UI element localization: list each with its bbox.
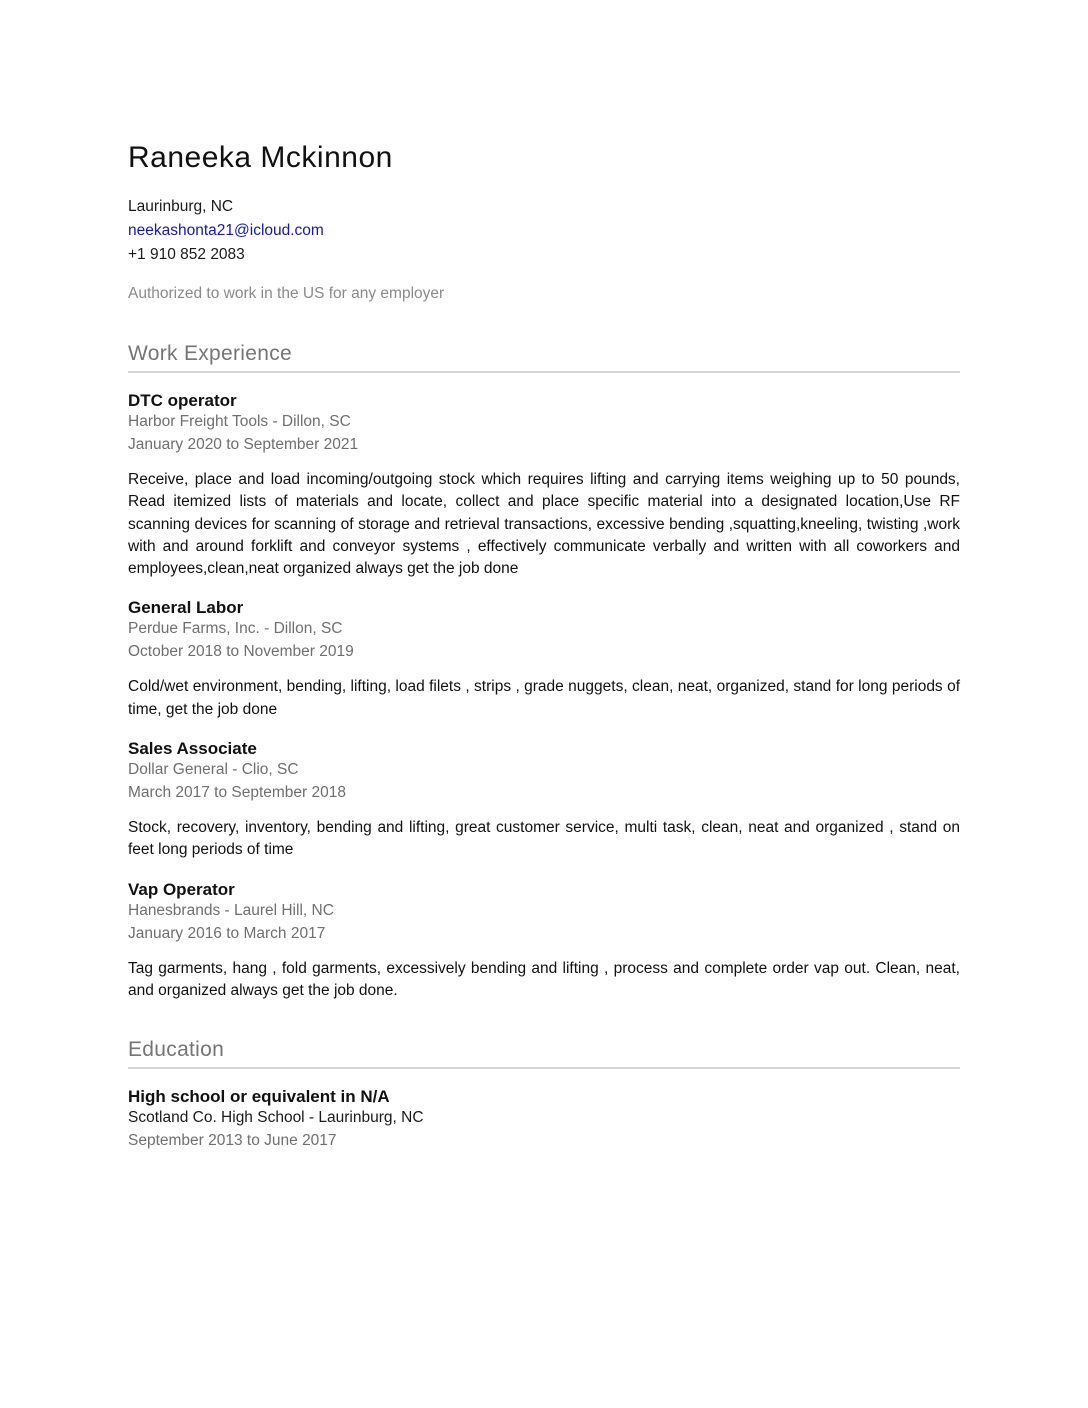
candidate-name: Raneeka Mckinnon	[128, 141, 393, 174]
job-dates: January 2020 to September 2021	[128, 436, 359, 453]
job-company: Harbor Freight Tools - Dillon, SC	[128, 413, 351, 430]
job-description: Stock, recovery, inventory, bending and lifting, great customer service, multi task, clean, neat and organized , stand on feet long periods of time	[128, 819, 960, 859]
job-dates: January 2016 to March 2017	[128, 924, 326, 942]
contact-block	[128, 195, 960, 267]
work-authorization-note: Authorized to work in the US for any employer	[128, 285, 445, 302]
job-company: Perdue Farms, Inc. - Dillon, SC	[128, 620, 343, 638]
candidate-location: Laurinburg, NC	[128, 198, 234, 215]
job-description: Tag garments, hang , fold garments, excessively bending and lifting , process and complete order vap out. Clean, neat, and organized always get the job done.	[128, 959, 960, 999]
work-experience-section-title: Work Experience	[128, 342, 293, 365]
job-entry	[128, 391, 960, 580]
job-entry	[128, 598, 960, 721]
job-title: Vap Operator	[128, 879, 235, 899]
email-row	[128, 219, 960, 243]
education-degree: High school or equivalent in N/A	[128, 1087, 390, 1107]
candidate-phone: +1 910 852 2083	[128, 246, 245, 263]
job-entry	[128, 880, 960, 1003]
job-title: General Labor	[128, 598, 244, 618]
education-entry	[128, 1087, 960, 1152]
job-title: DTC operator	[128, 391, 237, 410]
education-dates: September 2013 to June 2017	[128, 1132, 337, 1150]
job-entry	[128, 739, 960, 862]
section-divider	[128, 371, 960, 373]
job-title: Sales Associate	[128, 739, 257, 759]
section-divider	[128, 1067, 960, 1069]
job-description: Cold/wet environment, bending, lifting, load filets , strips , grade nuggets, clean, neat, organized, stand for long periods of time, get the job done	[128, 678, 960, 718]
education-school: Scotland Co. High School - Laurinburg, NC	[128, 1109, 424, 1127]
job-dates: March 2017 to September 2018	[128, 784, 346, 802]
education-section-title: Education	[128, 1038, 225, 1062]
job-description: Receive, place and load incoming/outgoing stock which requires lifting and carrying items weighing up to 50 pounds, Read itemized lists of materials and locate, collect and place specific material into a designated location,Use RF scanning devices for scanning of storage and retrieval transactions, excessive bending ,squatting,kneeling, twisting ,work with and around forklift and conveyor systems , effectively communicate verbally and written with all coworkers and employees,clean,neat organized always get the job done	[128, 471, 960, 578]
email-link[interactable]: neekashonta21@icloud.com	[128, 222, 324, 239]
job-company: Hanesbrands - Laurel Hill, NC	[128, 901, 334, 919]
job-dates: October 2018 to November 2019	[128, 643, 354, 661]
job-company: Dollar General - Clio, SC	[128, 761, 299, 779]
